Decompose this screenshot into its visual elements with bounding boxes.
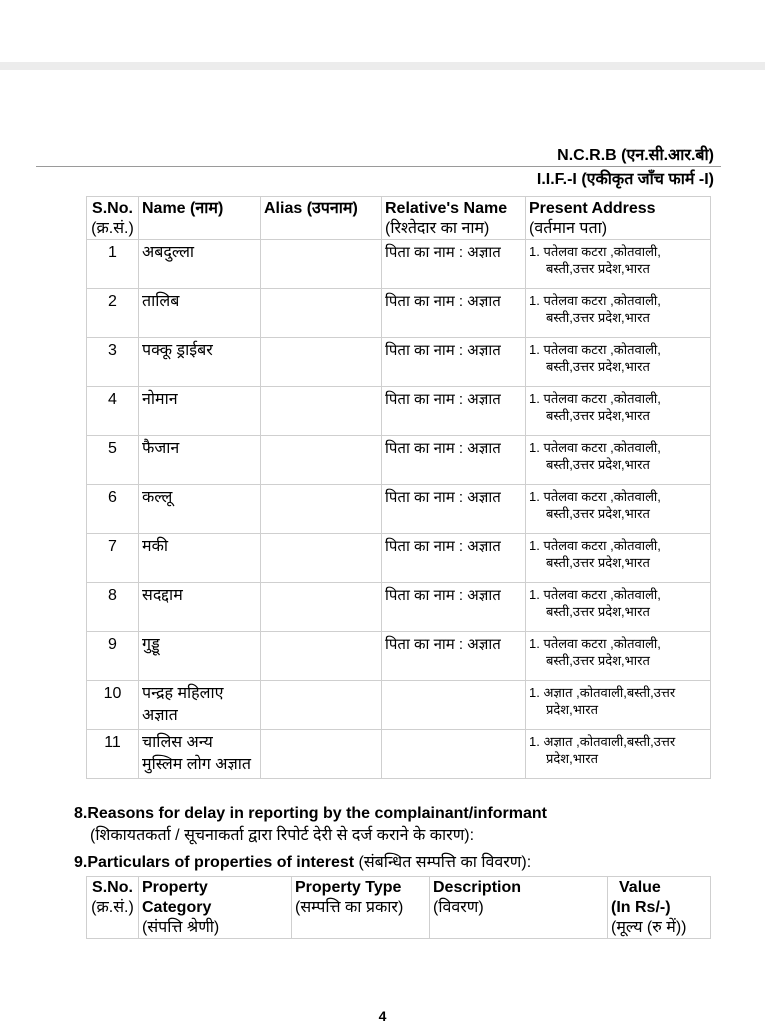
row-name: गुड्डू: [139, 632, 261, 681]
row-relative: पिता का नाम : अज्ञात: [382, 485, 526, 534]
row-relative: पिता का नाम : अज्ञात: [382, 534, 526, 583]
row-sno: 6: [87, 485, 139, 534]
col-relative: Relative's Name (रिश्तेदार का नाम): [382, 197, 526, 240]
col-sno: S.No. (क्र.सं.): [87, 197, 139, 240]
table-row: [87, 436, 711, 485]
row-address: 1. पतेलवा कटरा ,कोतवाली, बस्ती,उत्तर प्रदेश,भारत: [526, 338, 711, 387]
form-header-ncrb: N.C.R.B (एन.सी.आर.बी): [557, 147, 714, 164]
top-band: [0, 62, 765, 70]
row-alias: [261, 583, 382, 632]
row-sno: 8: [87, 583, 139, 632]
row-relative: पिता का नाम : अज्ञात: [382, 289, 526, 338]
row-alias: [261, 730, 382, 779]
row-name: नोमान: [139, 387, 261, 436]
row-alias: [261, 338, 382, 387]
section-8-subtitle: (शिकायतकर्ता / सूचनाकर्ता द्वारा रिपोर्ट देरी से दर्ज कराने के कारण):: [90, 827, 475, 844]
row-alias: [261, 632, 382, 681]
table-row: [87, 485, 711, 534]
row-sno: 11: [87, 730, 139, 779]
form-header-iif: I.I.F.-I (एकीकृत जाँच फार्म -I): [536, 171, 714, 188]
row-address: 1. पतेलवा कटरा ,कोतवाली, बस्ती,उत्तर प्रदेश,भारत: [526, 387, 711, 436]
row-sno: 9: [87, 632, 139, 681]
section-9-title: 9.Particulars of properties of interest (संबन्धित सम्पत्ति का विवरण):: [74, 854, 532, 871]
prop-col-value: Value (In Rs/-) (मूल्य (रु में)): [608, 877, 711, 939]
prop-col-category: Property Category (संपत्ति श्रेणी): [139, 877, 292, 939]
row-relative: पिता का नाम : अज्ञात: [382, 436, 526, 485]
row-name: तालिब: [139, 289, 261, 338]
row-sno: 1: [87, 240, 139, 289]
table-row: [87, 240, 711, 289]
row-relative: पिता का नाम : अज्ञात: [382, 387, 526, 436]
row-name: फैजान: [139, 436, 261, 485]
row-relative: पिता का नाम : अज्ञात: [382, 240, 526, 289]
table-row: [87, 338, 711, 387]
row-alias: [261, 485, 382, 534]
col-alias: Alias (उपनाम): [261, 197, 382, 240]
table-row: [87, 681, 711, 730]
row-name: सदद्दाम: [139, 583, 261, 632]
accused-table: [86, 196, 711, 779]
section-8-title: 8.Reasons for delay in reporting by the complainant/informant: [74, 805, 547, 822]
row-address: 1. पतेलवा कटरा ,कोतवाली, बस्ती,उत्तर प्रदेश,भारत: [526, 289, 711, 338]
row-name: मकी: [139, 534, 261, 583]
row-alias: [261, 387, 382, 436]
row-sno: 5: [87, 436, 139, 485]
row-name: अबदुल्ला: [139, 240, 261, 289]
table-row: [87, 632, 711, 681]
col-address: Present Address (वर्तमान पता): [526, 197, 711, 240]
row-relative: पिता का नाम : अज्ञात: [382, 583, 526, 632]
page-number: 4: [378, 1008, 387, 1024]
accused-header-row: [87, 197, 711, 240]
row-address: 1. पतेलवा कटरा ,कोतवाली, बस्ती,उत्तर प्रदेश,भारत: [526, 485, 711, 534]
table-row: [87, 289, 711, 338]
row-address: 1. अज्ञात ,कोतवाली,बस्ती,उत्तर प्रदेश,भारत: [526, 681, 711, 730]
row-sno: 7: [87, 534, 139, 583]
col-name: Name (नाम): [139, 197, 261, 240]
row-relative: पिता का नाम : अज्ञात: [382, 338, 526, 387]
row-address: 1. पतेलवा कटरा ,कोतवाली, बस्ती,उत्तर प्रदेश,भारत: [526, 583, 711, 632]
row-alias: [261, 240, 382, 289]
properties-table: [86, 876, 711, 939]
row-relative: पिता का नाम : अज्ञात: [382, 632, 526, 681]
row-address: 1. पतेलवा कटरा ,कोतवाली, बस्ती,उत्तर प्रदेश,भारत: [526, 632, 711, 681]
row-relative: [382, 681, 526, 730]
row-name: कल्लू: [139, 485, 261, 534]
properties-header-row: [87, 877, 711, 939]
row-address: 1. अज्ञात ,कोतवाली,बस्ती,उत्तर प्रदेश,भारत: [526, 730, 711, 779]
row-address: 1. पतेलवा कटरा ,कोतवाली, बस्ती,उत्तर प्रदेश,भारत: [526, 240, 711, 289]
table-row: [87, 583, 711, 632]
table-row: [87, 534, 711, 583]
row-sno: 10: [87, 681, 139, 730]
row-alias: [261, 436, 382, 485]
row-alias: [261, 534, 382, 583]
row-relative: [382, 730, 526, 779]
row-name: पन्द्रह महिलाए अज्ञात: [139, 681, 261, 730]
prop-col-sno: S.No. (क्र.सं.): [87, 877, 139, 939]
table-row: [87, 730, 711, 779]
row-address: 1. पतेलवा कटरा ,कोतवाली, बस्ती,उत्तर प्रदेश,भारत: [526, 534, 711, 583]
row-address: 1. पतेलवा कटरा ,कोतवाली, बस्ती,उत्तर प्रदेश,भारत: [526, 436, 711, 485]
row-alias: [261, 681, 382, 730]
row-sno: 3: [87, 338, 139, 387]
row-name: चालिस अन्य मुस्लिम लोग अज्ञात: [139, 730, 261, 779]
row-sno: 2: [87, 289, 139, 338]
header-rule: [36, 166, 721, 167]
row-alias: [261, 289, 382, 338]
row-sno: 4: [87, 387, 139, 436]
prop-col-type: Property Type (सम्पत्ति का प्रकार): [292, 877, 430, 939]
row-name: पक्कू ड्राईबर: [139, 338, 261, 387]
table-row: [87, 387, 711, 436]
prop-col-description: Description (विवरण): [430, 877, 608, 939]
